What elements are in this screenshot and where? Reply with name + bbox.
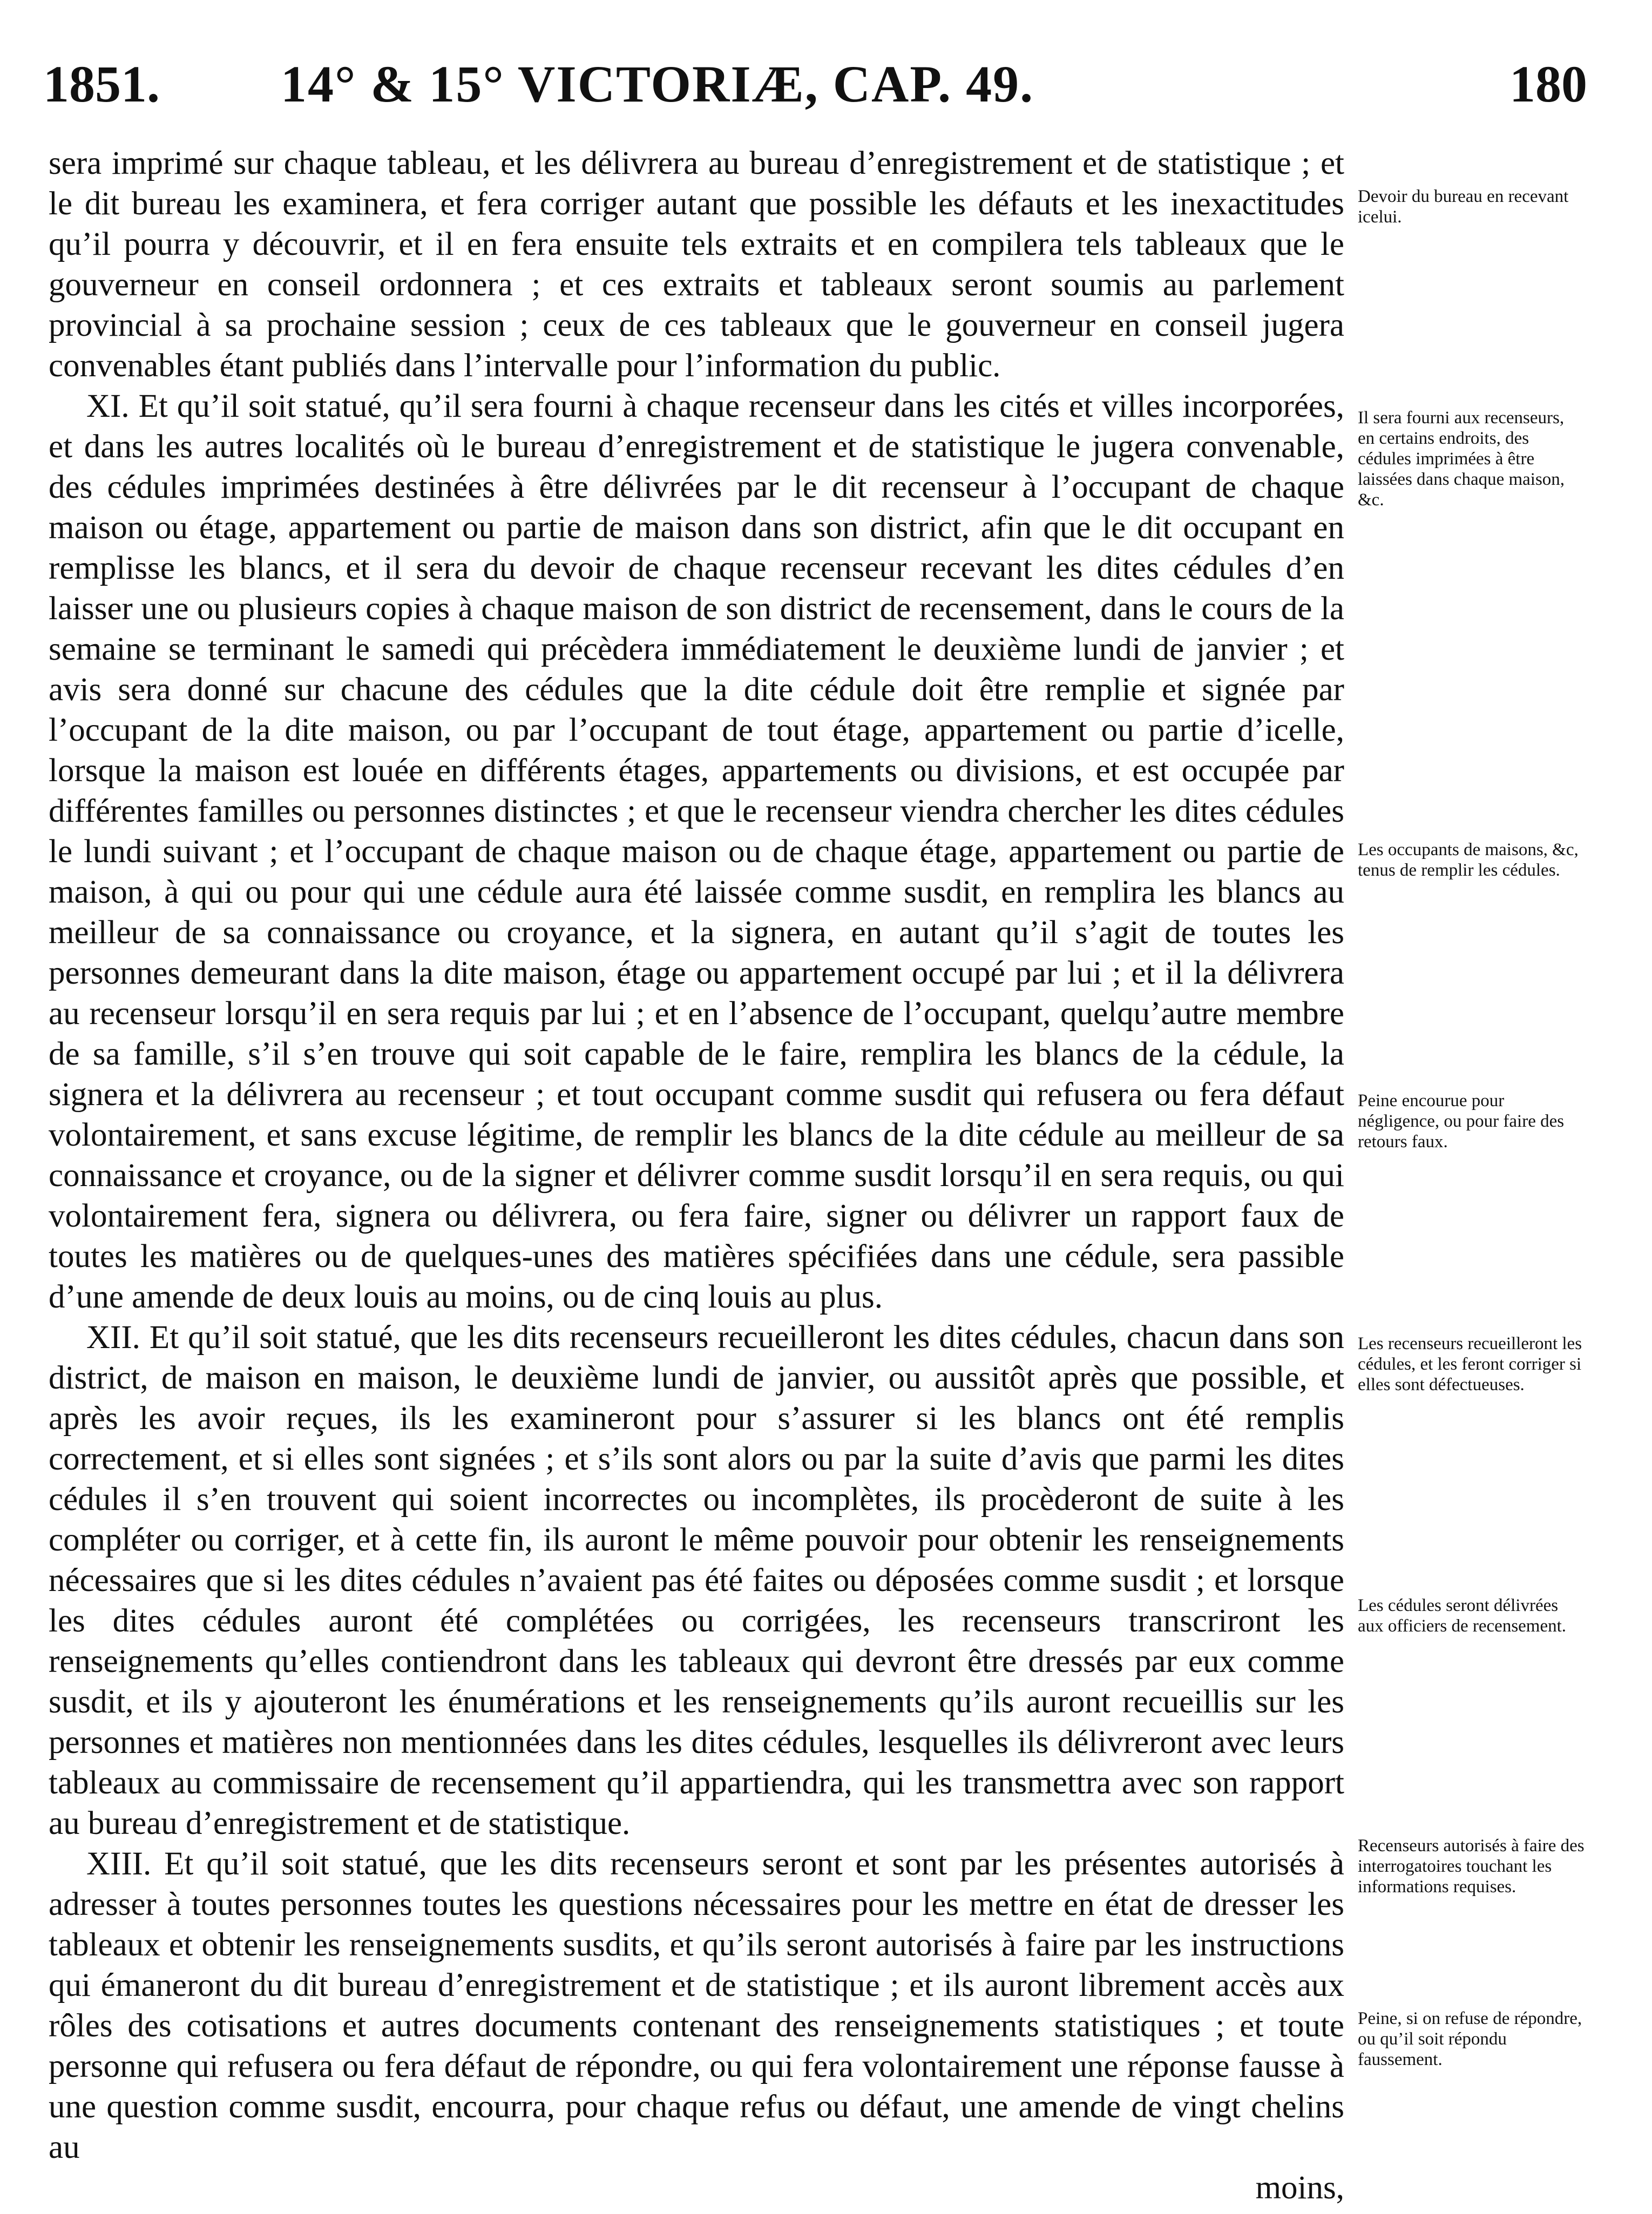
header-year: 1851. bbox=[43, 55, 160, 113]
main-text bbox=[49, 143, 1344, 2208]
margin-note: Les recenseurs recueilleront les cédules, et les feront corriger si elles sont défectueuses. bbox=[1358, 1334, 1582, 1394]
margin-note: Les cédules seront délivrées aux officiers de recensement. bbox=[1358, 1596, 1567, 1636]
page-number: 180 bbox=[1509, 55, 1587, 113]
paragraph-continuation: sera imprimé sur chaque tableau, et les délivrera au bureau d’enregistrement et de statistique ; et le dit bureau les examinera, et fera corriger autant que possible les défauts et les inexactitudes qu’il pourra y découvrir, et il en fera ensuite tels extraits et en compilera tels tableaux que le gouverneur en conseil ordonnera ; et ces extraits et tableaux seront soumis au parlement provincial à sa prochaine session ; ceux de ces tableaux que le gouverneur en conseil jugera convenables étant publiés dans l’intervalle pour l’information du public. bbox=[49, 145, 1344, 384]
running-header bbox=[43, 54, 1587, 119]
section-xi: XI. Et qu’il soit statué, qu’il sera fourni à chaque recenseur dans les cités et villes incorporées, et dans les autres localités où le bureau d’enregistrement et de statistique le jugera convenable, des cédules imprimées destinées à être délivrées par le dit recenseur à l’occupant de chaque maison ou étage, appartement ou partie de maison dans son district, afin que le dit occupant en remplisse les blancs, et il sera du devoir de chaque recenseur recevant les dites cédules d’en laisser une ou plusieurs copies à chaque maison de son district de recensement, dans le cours de la semaine se terminant le samedi qui précèdera immédiatement le deuxième lundi de janvier ; et avis sera donné sur chacune des cédules que la dite cédule doit être remplie et signée par l’occupant de la dite maison, ou par l’occupant de tout étage, appartement ou partie d’icelle, lorsque la maison est louée en différents étages, appartements ou divisions, et est occupée par différentes familles ou personnes distinctes ; et que le recenseur viendra chercher les dites cédules le lundi suivant ; et l’occupant de chaque maison ou de chaque étage, appartement ou partie de maison, à qui ou pour qui une cédule aura été laissée comme susdit, en remplira les blancs au meilleur de sa connaissance ou croyance, et la signera, en autant qu’il s’agit de toutes les personnes demeurant dans la dite maison, étage ou appartement occupé par lui ; et il la délivrera au recenseur lorsqu’il en sera requis par lui ; et en l’absence de l’occupant, quelqu’autre membre de sa famille, s’il s’en trouve qui soit capable de le faire, remplira les blancs de la cédule, la signera et la délivrera au recenseur ; et tout occupant comme susdit qui refusera ou fera défaut volontairement, et sans excuse légitime, de remplir les blancs de la dite cédule au meilleur de sa connaissance et croyance, ou de la signer et délivrer comme susdit lorsqu’il en sera requis, ou qui volontairement fera, signera ou délivrera, ou fera faire, signer ou délivrer un rapport faux de toutes les matières ou de quelques-unes des matières spécifiées dans une cédule, sera passible d’une amende de deux louis au moins, ou de cinq louis au plus. bbox=[49, 388, 1344, 1315]
section-xiii: XIII. Et qu’il soit statué, que les dits recenseurs seront et sont par les présentes autorisés à adresser à toutes personnes toutes les questions nécessaires pour les mettre en état de dresser les tableaux et obtenir les renseignements susdits, et qu’ils seront autorisés à faire par les instructions qui émaneront du dit bureau d’enregistrement et de statistique ; et ils auront librement accès aux rôles des cotisations et autres documents contenant des renseignements statistiques ; et toute personne qui refusera ou fera défaut de répondre, ou qui fera volontairement une réponse fausse à une question comme susdit, encourra, pour chaque refus ou défaut, une amende de vingt chelins au bbox=[49, 1846, 1344, 2165]
margin-note: Peine encourue pour négligence, ou pour faire des retours faux. bbox=[1358, 1091, 1565, 1152]
section-xii: XII. Et qu’il soit statué, que les dits recenseurs recueilleront les dites cédules, chacun dans son district, de maison en maison, le deuxième lundi de janvier, ou aussitôt après que possible, et après les avoir reçues, ils les examineront pour s’assurer si les blancs ont été remplis correctement, et si elles sont signées ; et s’ils sont alors ou par la suite d’avis que parmi les dites cédules il s’en trouvent qui soient incorrectes ou incomplètes, ils procèderont de suite à les compléter ou corriger, et à cette fin, ils auront le même pouvoir pour obtenir les renseignements nécessaires que si les dites cédules n’avaient pas été faites ou déposées comme susdit ; et lorsque les dites cédules auront été complétées ou corrigées, les recenseurs transcriront les renseignements qu’elles contiendront dans les tableaux qui devront être dressés par eux comme susdit, et ils y ajouteront les énumérations et les renseignements qu’ils auront recueillis sur les personnes et matières non mentionnées dans les dites cédules, lesquelles ils délivreront avec leurs tableaux au commissaire de recensement qu’il appartiendra, qui les transmettra avec son rapport au bureau d’enregistrement et de statistique. bbox=[49, 1319, 1344, 1841]
final-word: moins, bbox=[1255, 2170, 1344, 2206]
margin-note: Les occupants de maisons, &c, tenus de remplir les cédules. bbox=[1358, 840, 1579, 880]
header-title: 14° & 15° VICTORIÆ, CAP. 49. bbox=[281, 55, 1034, 113]
margin-note: Peine, si on refuse de répondre, ou qu’il soit répondu faussement. bbox=[1358, 2009, 1582, 2069]
margin-note: Il sera fourni aux recenseurs, en certains endroits, des cédules imprimées à être laissées dans chaque maison, &c. bbox=[1358, 408, 1565, 510]
margin-note: Recenseurs autorisés à faire des interrogatoires touchant les informations requises. bbox=[1358, 1836, 1585, 1897]
margin-note: Devoir du bureau en recevant icelui. bbox=[1358, 187, 1569, 227]
